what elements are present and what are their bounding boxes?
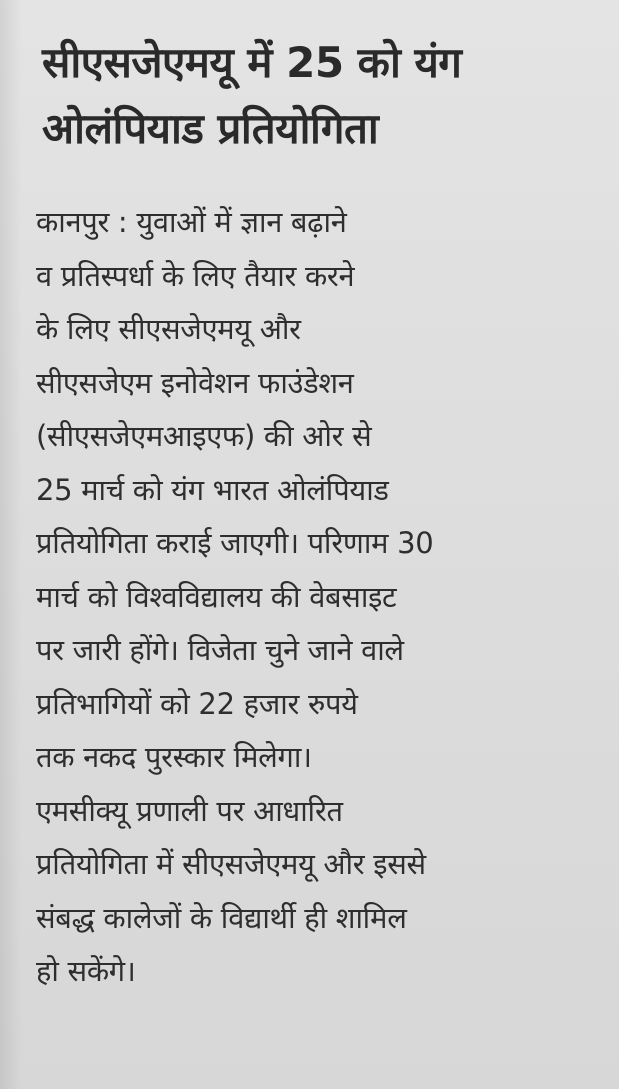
body-line: कानपुर : युवाओं में ज्ञान बढ़ाने [36,205,347,239]
body-line: 25 मार्च को यंग भारत ओलंपियाड [36,472,389,507]
body-line: के लिए सीएसजेएमयू और [36,312,301,346]
body-line: एमसीक्यू प्रणाली पर आधारित [36,793,343,828]
body-line: मार्च को विश्वविद्यालय की वेबसाइट [36,579,397,614]
headline-line: ओलंपियाड प्रतियोगिता [42,104,379,153]
body-line: सीएसजेएम इनोवेशन फाउंडेशन [36,365,354,400]
body-line: प्रतियोगिता कराई जाएगी। परिणाम 30 [36,526,434,560]
headline-line: सीएसजेएमयू में 25 को यंग [42,38,462,87]
body-line: संबद्ध कालेजों के विद्यार्थी ही शामिल [36,900,407,935]
body-line: व प्रतिस्पर्धा के लिए तैयार करने [36,258,355,293]
article-body [36,196,606,999]
headline [42,30,602,162]
body-line: प्रतियोगिता में सीएसजेएमयू और इससे [36,847,426,881]
body-line: पर जारी होंगे। विजेता चुने जाने वाले [36,633,404,667]
body-line: प्रतिभागियों को 22 हजार रुपये [36,686,358,721]
body-line: (सीएसजेएमआइएफ) की ओर से [36,419,372,453]
page-edge-shadow [0,0,22,1089]
body-line: तक नकद पुरस्कार मिलेगा। [36,740,312,774]
body-line: हो सकेंगे। [36,954,136,988]
